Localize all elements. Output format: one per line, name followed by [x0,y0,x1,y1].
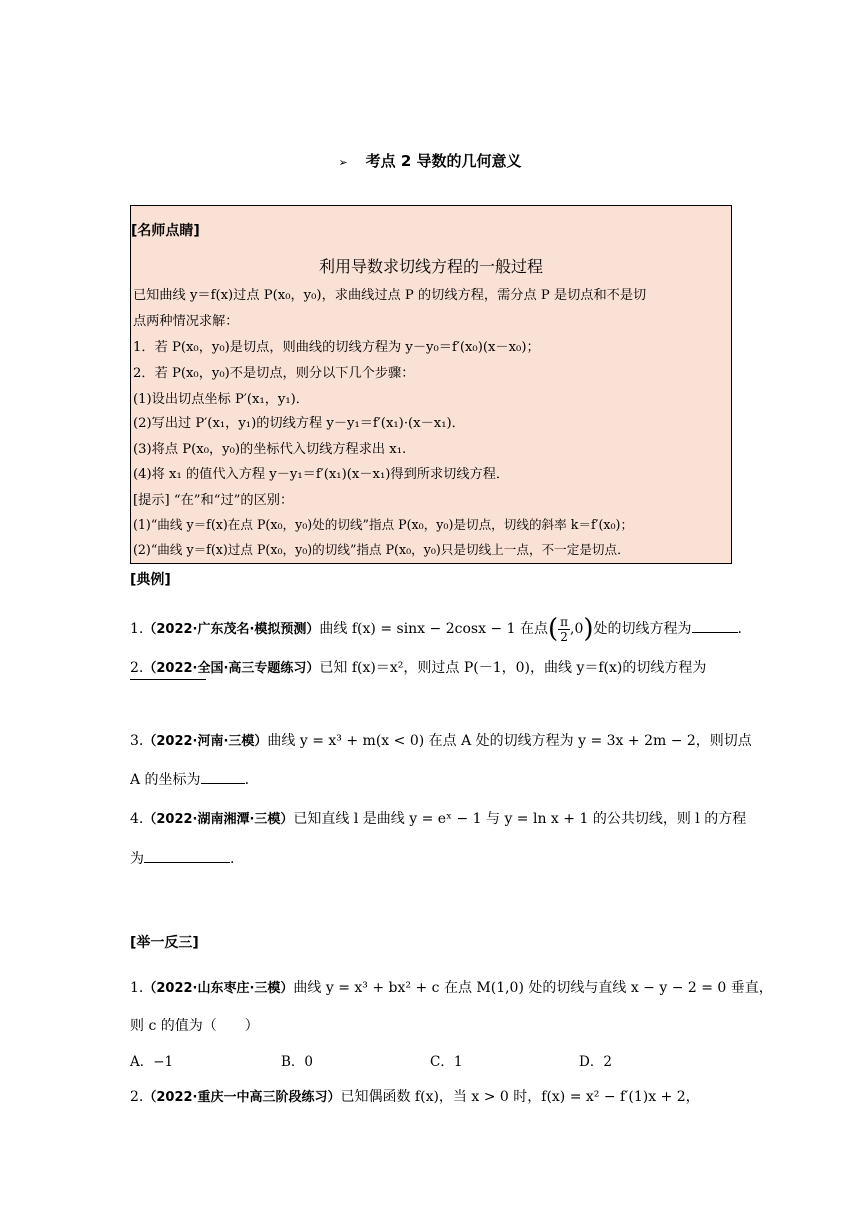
question-number: 3. [130,733,144,749]
question-text: . [230,851,235,867]
option-c: C．1 [430,1054,463,1070]
tips-box [130,205,732,564]
option-b: B．0 [281,1054,314,1070]
tips-line: (2)写出过 P′(x₁，y₁)的切线方程 y－y₁＝f′(x₁)·(x－x₁)． [133,416,465,431]
question-number: 2. [130,660,144,676]
question-number: 4. [130,811,144,827]
tips-line: 点两种情况求解： [133,314,239,329]
tips-line: 1．若 P(x₀，y₀)是切点，则曲线的切线方程为 y－y₀＝f′(x₀)(x－x₀)； [133,340,540,355]
section-heading [0,150,860,171]
tips-title: 利用导数求切线方程的一般过程 [318,257,543,276]
option-a: A．−1 [130,1054,174,1070]
tips-line: (3)将点 P(x₀，y₀)的坐标代入切线方程求出 x₁. [133,442,407,457]
question-source: （2022·河南·三模） [143,734,268,749]
practice-question [130,1086,700,1106]
question-text: 处的切线方程为 [593,621,692,637]
section-title: 考点 2 导数的几何意义 [365,152,522,170]
answer-blank [144,848,230,863]
question-text: 已知直线 l 是曲线 y = eˣ − 1 与 y = ln x + 1 的公共切线，则 l 的方程 [293,811,747,827]
example-question [130,730,752,750]
question-number: 1. [130,980,144,996]
question-text: 已知偶函数 f(x)，当 x > 0 时，f(x) = x² − f′(1)x + 2， [340,1089,700,1105]
tips-line: 已知曲线 y＝f(x)过点 P(x₀，y₀)，求曲线过点 P 的切线方程，需分点 P 是切点和不是切 [133,288,647,303]
question-text: 曲线 y = x³ + bx² + c 在点 M(1,0) 处的切线与直线 x − y − 2 = 0 垂直， [293,980,773,996]
tips-tag: [名师点睛] [131,223,200,239]
answer-blank [692,618,738,633]
examples-tag: [典例] [130,572,171,588]
question-text: 曲线 y = x³ + m(x < 0) 在点 A 处的切线方程为 y = 3x + 2m − 2，则切点 [267,733,752,749]
fraction-numerator: π [560,614,569,629]
question-source: （2022·湖南湘潭·三模） [143,812,294,827]
fraction [558,615,570,644]
example-question [130,808,746,828]
tips-line: (1)“曲线 y＝f(x)在点 P(x₀，y₀)处的切线”指点 P(x₀，y₀)是切点，切线的斜率 k＝f′(x₀)； [133,517,634,532]
practice-tag: [举一反三] [130,935,199,951]
tips-line: [提示] “在”和“过”的区别： [133,493,294,508]
example-question: 1.（2022·广东茂名·模拟预测）曲线 f(x) = sinx − 2cosx − 1 在点( $\frac{\pi}{2}$ ,0)处的切线方程为 . [130,614,742,644]
question-text: . [737,621,742,637]
question-text: 曲线 f(x) = sinx − 2cosx − 1 在点 [319,621,548,637]
tips-line: (2)“曲线 y＝f(x)过点 P(x₀，y₀)的切线”指点 P(x₀，y₀)只是切线上一点，不一定是切点． [133,542,630,557]
fraction-denominator: 2 [560,629,568,644]
question-text: A 的坐标为 [130,772,201,788]
question-text: 已知 f(x)＝x²，则过点 P(－1，0)，曲线 y＝f(x)的切线方程为 [319,660,707,676]
question-source: （2022·山东枣庄·三模） [143,981,294,996]
arrow-bullet-icon: ➢ [338,156,348,169]
tips-line: (1)设出切点坐标 P′(x₁，y₁)． [133,392,309,407]
option-d: D．2 [579,1054,612,1070]
question-text: 为 [130,851,144,867]
tips-line: 2．若 P(x₀，y₀)不是切点，则分以下几个步骤： [133,366,415,381]
answer-blank [201,769,245,784]
question-source: （2022·全国·高三专题练习） [143,661,320,676]
question-text: ,0 [570,621,584,637]
practice-question [130,977,773,997]
practice-question-cont: 则 c 的值为（ ） [130,1018,259,1034]
answer-blank [130,679,206,680]
question-source: （2022·广东茂名·模拟预测） [143,622,320,637]
tips-line: (4)将 x₁ 的值代入方程 y－y₁＝f′(x₁)(x－x₁)得到所求切线方程． [133,467,510,482]
example-question [130,657,706,677]
example-question-cont [130,848,234,868]
question-text: . [244,772,250,788]
example-question-cont [130,769,249,789]
question-source: （2022·重庆一中高三阶段练习） [143,1090,341,1105]
question-number: 2. [130,1089,144,1105]
question-number: 1. [130,621,144,637]
